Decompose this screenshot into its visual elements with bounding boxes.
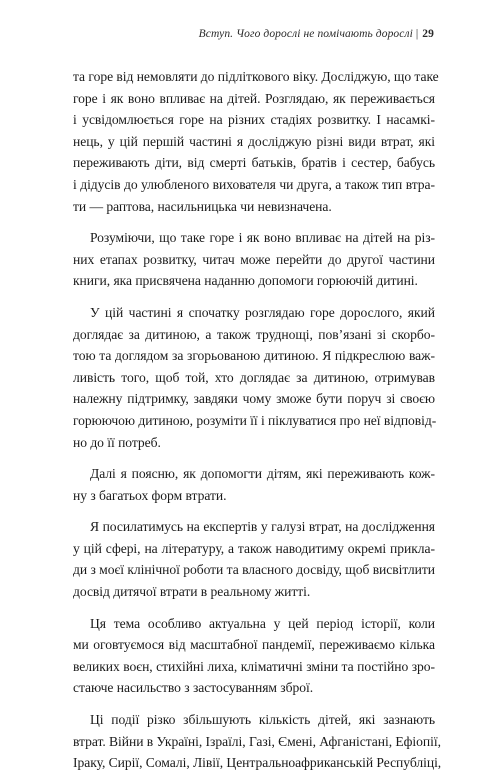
text-line: ну з багатьох форм втрати. — [73, 487, 227, 503]
text-line: та горе від немовляти до підліткового віку. Досліджую, що таке — [73, 69, 439, 84]
running-title: Вступ. Чого дорослі не помічають дорослі — [198, 28, 413, 40]
text-line: належну підтримку, завдяки чому зможе бути поруч зі своєю — [73, 391, 435, 407]
paragraph — [73, 516, 435, 602]
text-line: втрат. Війни в Україні, Ізраїлі, Газі, Ємені, Афганістані, Ефіопії, — [73, 733, 441, 749]
text-line: стаюче насильство з застосуванням зброї. — [73, 680, 314, 696]
paragraph — [73, 227, 435, 292]
text-line: переживають діти, від смерті батьків, братів і сестер, бабусь — [73, 155, 435, 171]
text-line: книги, яка присвячена наданню допомоги горюючій дитині. — [73, 273, 418, 289]
paragraph — [73, 66, 439, 217]
text-line: ти — раптова, насильницька чи невизначена. — [73, 198, 332, 214]
text-line: Ця тема особливо актуальна у цей період історії, коли — [90, 615, 435, 631]
paragraph — [73, 709, 442, 774]
body-text — [73, 66, 442, 784]
text-line: ливість того, щоб той, хто доглядає за дитиною, отримував — [73, 369, 435, 385]
text-line: них етапах розвитку, читач може перейти до другої частини — [73, 251, 435, 267]
text-line: Іраку, Сирії, Сомалі, Лівії, Центральноафриканській Республіці, — [73, 755, 442, 771]
text-line: досвід дитячої втрати в реальному житті. — [73, 584, 311, 600]
text-line: Ці події різко збільшують кількість дітей, які зазнають — [90, 712, 435, 728]
text-line: Далі я поясню, як допомогти дітям, які переживають кож- — [90, 466, 435, 482]
text-line: горюючою дитиною, розуміти її і піклуватися про неї відповід- — [73, 412, 437, 428]
text-line: ми оговтуємося від масштабної пандемії, переживаємо кілька — [73, 637, 435, 653]
text-line: і дідусів до улюбленого вихователя чи друга, а також тип втра- — [73, 176, 435, 192]
paragraph — [73, 613, 435, 699]
page-number: 29 — [422, 28, 434, 40]
text-line: великих воєн, стихійні лиха, кліматичні зміни та постійно зро- — [73, 658, 435, 674]
text-line: У цій частині я спочатку розглядаю горе дорослого, який — [90, 304, 435, 320]
text-line: но до її потреб. — [73, 434, 161, 450]
paragraph — [73, 463, 435, 506]
text-line: доглядає за дитиною, а також труднощі, пов’язані зі скорбо- — [73, 326, 435, 342]
running-header — [199, 28, 434, 40]
text-line: Я посилатимусь на експертів у галузі втрат, на дослідження — [90, 519, 435, 535]
text-line: нець, у цій першій частині я досліджую різні види втрат, які — [73, 133, 435, 149]
text-line: ди з моєї клінічної роботи та власного досвіду, щоб висвітлити — [73, 562, 435, 578]
header-separator: | — [415, 28, 419, 40]
text-line: і усвідомлюється горе на різних стадіях розвитку. І насамкі- — [73, 112, 435, 128]
text-line: тою та доглядом за згорьованою дитиною. Я підкреслюю важ- — [73, 348, 435, 364]
text-line: горе і як воно впливає на дітей. Розглядаю, як переживається — [73, 90, 435, 106]
paragraph — [73, 302, 435, 453]
text-line: Розуміючи, що таке горе і як воно впливає на дітей на різ- — [90, 230, 435, 246]
text-line: у цій сфері, на літературу, а також наводитиму окремі прикла- — [73, 540, 435, 556]
